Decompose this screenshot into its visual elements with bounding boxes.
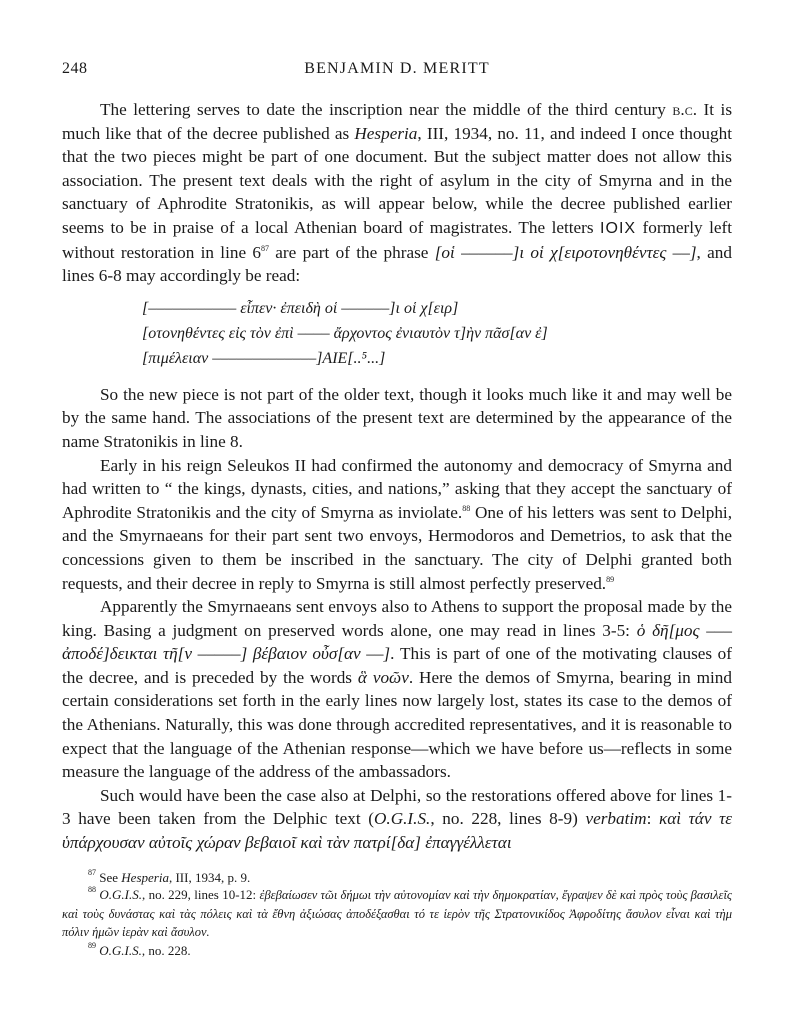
p1-text-e: are part of the phrase	[268, 242, 435, 262]
footnote-87	[62, 869, 732, 887]
page	[62, 60, 732, 959]
fn87-hesperia: Hesperia	[121, 869, 169, 885]
paragraph-4	[62, 595, 732, 784]
p3-text-a: Early in his reign Seleukos II had confirmed the autonomy and democracy of Smyrna and had written to “ the kings, dynasts, cities, and nations,” asking that they accept the sanctuary of Aphrodite Stratonikis and the city of Smyrna as inviolate.	[62, 455, 732, 522]
p1-text-b: It is much like that of the decree published as	[62, 100, 733, 143]
fn88-text-b: , no. 229, lines 10-12:	[141, 887, 260, 903]
p4-greek-words: ἃ νοῶν	[357, 667, 409, 687]
running-head: BENJAMIN D. MERITT	[304, 60, 490, 77]
p5-ogis-citation: O.G.I.S.	[374, 809, 431, 829]
footnotes	[62, 869, 732, 960]
footnote-number-87: 87	[88, 867, 96, 877]
paragraph-5	[62, 784, 732, 855]
footnote-ref-89[interactable]: 89	[606, 574, 615, 584]
fn89-ogis: O.G.I.S.	[99, 942, 142, 958]
p4-text-b: . This is part of one of the motivating clauses of the decree, and is preceded by the words	[62, 644, 732, 687]
fn88-ogis: O.G.I.S.	[99, 887, 142, 903]
p3-text-b: One of his letters was sent to Delphi, and the Smyrnaeans for their part sent two envoys, Hermodoros and Demetrios, to ask that the concessions given to them be inscribed in the sanctuary. The city of Delphi granted both requests, and their decree in reply to Smyrna is still almost perfectly preserved.	[62, 502, 732, 593]
p1-text-c: , III, 1934, no. 11, and indeed I once thought that the two pieces might be part of one document. But the subject matter does not allow this association. The present text deals with the right of asylum in the city of Smyrna and in the sanctuary of Aphrodite Stratonikis, as will appear below, while the decree published earlier seems to be in praise of a local Athenian board of magistrates. The letters	[62, 123, 732, 237]
footnote-89	[62, 942, 732, 960]
greek-inscription-block	[142, 296, 732, 371]
footnote-88	[62, 886, 732, 942]
paragraph-3	[62, 454, 732, 596]
p5-text-c: :	[646, 809, 659, 829]
paragraph-1	[62, 98, 732, 288]
footnote-number-89: 89	[88, 940, 96, 950]
p4-greek-phrase: ὁ δῆ[μος ––– ἀποδέ]δεικται τῆ[ν –––––] βέβαιον οὖσ[αν ––]	[62, 620, 732, 664]
paragraph-2: So the new piece is not part of the older text, though it looks much like it and may well be by the same hand. The associations of the present text are determined by the appearance of the name Stratonikis in line 8.	[62, 384, 732, 451]
page-number: 248	[62, 60, 88, 77]
p1-inscribed-letters: ΙΟΙΧ	[600, 219, 637, 237]
p5-verbatim: verbatim	[585, 809, 647, 829]
p1-text-a: The lettering serves to date the inscription near the middle of the third century	[100, 100, 666, 119]
inscription-line-7: [οτονηθέντες εἰς τὸν ἐπὶ –––– ἄρχοντος ἐνιαυτὸν τ]ὴν πᾶσ[αν ἐ]	[142, 324, 548, 342]
inscription-line-6: [––––––––––– εἶπεν· ἐπειδὴ οἱ ––––––]ι οἱ χ[ειρ]	[142, 299, 459, 317]
p1-bc: b.c.	[672, 100, 697, 119]
body-text	[62, 98, 732, 855]
p1-hesperia-citation: Hesperia	[354, 123, 418, 143]
footnote-ref-87[interactable]: 87	[260, 243, 269, 253]
fn89-text-b: , no. 228.	[141, 942, 191, 958]
p5-text-b: , no. 228, lines 8-9)	[430, 809, 586, 829]
fn87-text-a: See	[96, 869, 122, 885]
p1-greek-phrase: [οἱ ––––––]ι οἱ χ[ειροτονηθέντες ––]	[434, 242, 697, 262]
p4-text-a: Apparently the Smyrnaeans sent envoys also to Athens to support the proposal made by the king. Basing a judgment on preserved words alone, one may read in lines 3-5:	[62, 597, 732, 640]
p5-text-a: Such would have been the case also at Delphi, so the restorations offered above for lines 1-3 have been taken from the Delphic text (	[62, 785, 732, 829]
fn87-text-b: , III, 1934, p. 9.	[168, 869, 251, 885]
p5-greek-quotation: καὶ τάν τε ὑπάρχουσαν αὐτοῖς χώραν βεβαιοῖ καὶ τὰν πατρί[δα] ἐπαγγέλλεται	[62, 809, 732, 853]
p1-text-d: formerly left without restoration in line 6	[62, 217, 732, 262]
footnote-number-88: 88	[88, 885, 96, 895]
p4-text-c: . Here the demos of Smyrna, bearing in mind certain considerations set forth in the early lines now largely lost, states its case to the demos of the Athenians. Naturally, this was done through accredited representatives, and it is reasonable to expect that the language of the Athenian response—which we have before us—reflects in some measure the language of the address of the ambassadors.	[62, 667, 732, 782]
p1-text-f: , and lines 6-8 may accordingly be read:	[62, 242, 732, 286]
footnote-ref-88[interactable]: 88	[462, 503, 471, 513]
inscription-line-8: [πιμέλειαν –––––––––––––]ΑΙΕ[..⁵...]	[142, 349, 386, 367]
fn88-greek-quotation: ἐβεβαίωσεν τῶι δήμωι τὴν αὐτονομίαν καὶ τὴν δημοκρατίαν, ἔγραψεν δὲ καὶ πρὸς τοὺς βασιλεῖς καὶ τοὺς δυνάστας καὶ τὰς πόλεις καὶ τὰ ἔθνη ἀξιώσας ἀποδέξασθαι τό τε ἱερὸν τῆς Στρατονικίδος Ἀφροδίτης ἄσυλον εἶναι καὶ τὴμ πόλιν ἡμῶν ἱερὰν καὶ ἄσυλον.	[62, 888, 732, 940]
page-header	[62, 60, 732, 86]
